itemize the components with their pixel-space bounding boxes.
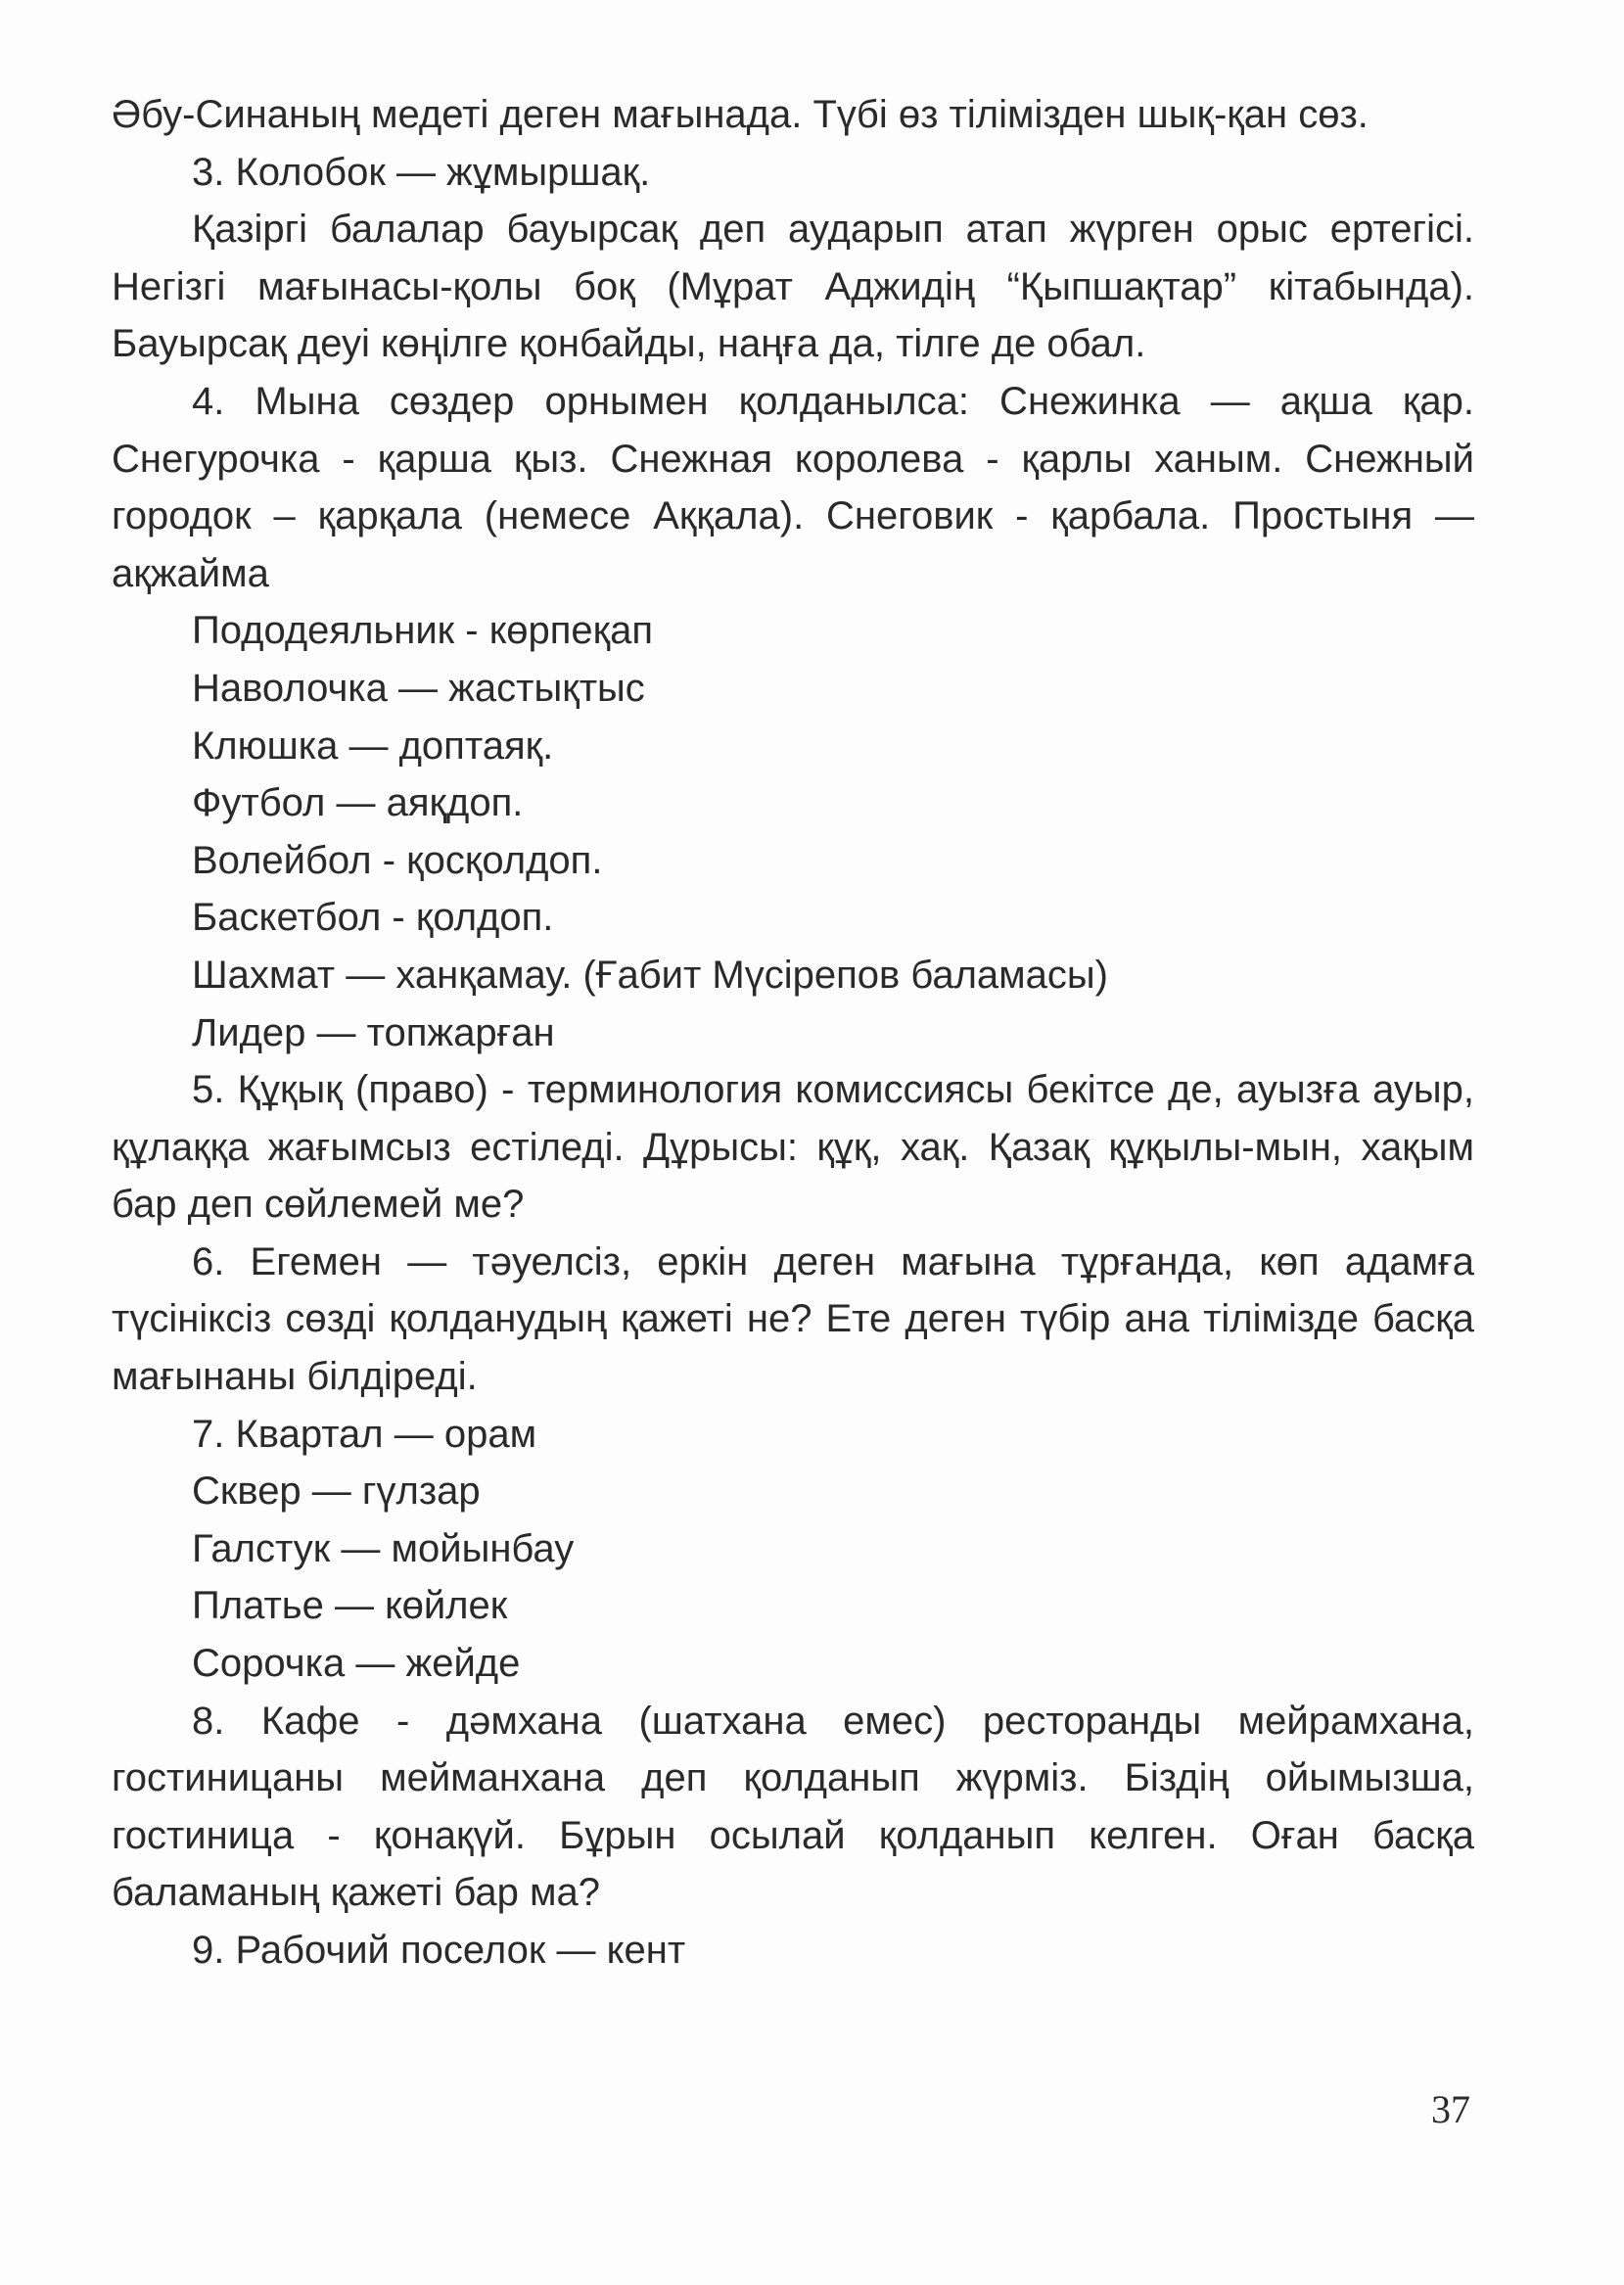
list-item: Галстук — мойынбау	[192, 1526, 575, 1570]
paragraph: 3. Колобок — жұмыршақ.	[192, 150, 651, 194]
paragraph: Қазіргі балалар бауырсақ деп аударып атап жүрген орыс ертегісі. Негізгі мағынасы-қолы боқ (Мұрат Аджидің “Қыпшақтар” кітабында). Бауырсақ деуі көңілге қонбайды, наңға да, тілге де обал.	[112, 208, 1474, 366]
paragraph: 5. Құқық (право) - терминология комиссиясы бекітсе де, ауызға ауыр, құлаққа жағымсыз естіледі. Дұрысы: құқ, хақ. Қазақ құқылы-мын, хақым бар деп сөйлемей ме?	[112, 1068, 1474, 1227]
page-body-text	[112, 86, 1474, 1980]
list-item: Пододеяльник - көрпеқап	[192, 609, 654, 653]
paragraph: 4. Мына сөздер орнымен қолданылса: Снежинка — ақша қар. Снегурочка - қарша қыз. Снежная королева - қарлы ханым. Снежный городок – қарқала (немесе Аққала). Снеговик - қарбала. Простыня — ақжайма	[112, 379, 1474, 595]
list-item: Баскетбол - қолдоп.	[192, 896, 554, 940]
list-item: Сквер — гүлзар	[192, 1469, 481, 1514]
list-item: Лидер — топжарған	[192, 1010, 555, 1054]
list-item: Волейбол - қосқолдоп.	[192, 838, 603, 882]
list-item: Футбол — аяқдоп.	[192, 781, 524, 825]
list-item: Платье — көйлек	[192, 1584, 508, 1628]
list-item: Наволочка — жастықтыс	[192, 666, 645, 710]
list-item: Сорочка — жейде	[192, 1642, 521, 1686]
paragraph: 8. Кафе - дәмхана (шатхана емес) ресторанды мейрамхана, гостиницаны мейманхана деп қолданып жүрміз. Біздің ойымызша, гостиница - қонақүй. Бұрын осылай қолданып келген. Оған басқа баламаның қажеті бар ма?	[112, 1699, 1474, 1915]
paragraph: 6. Егемен — тәуелсіз, еркін деген мағына тұрғанда, көп адамға түсініксіз сөзді қолданудың қажеті не? Ете деген түбір ана тілімізде басқа мағынаны білдіреді.	[112, 1239, 1474, 1399]
paragraph: 9. Рабочий поселок — кент	[192, 1929, 686, 1972]
page-number: 37	[1431, 2087, 1470, 2131]
paragraph: 7. Квартал — орам	[192, 1412, 537, 1456]
list-item: Клюшка — доптаяқ.	[192, 723, 554, 768]
list-item: Шахмат — ханқамау. (Ғабит Мүсірепов баламасы)	[192, 953, 1108, 997]
paragraph: Әбу-Синаның медеті деген мағынада. Түбі өз тілімізден шық-қан сөз.	[112, 93, 1369, 136]
